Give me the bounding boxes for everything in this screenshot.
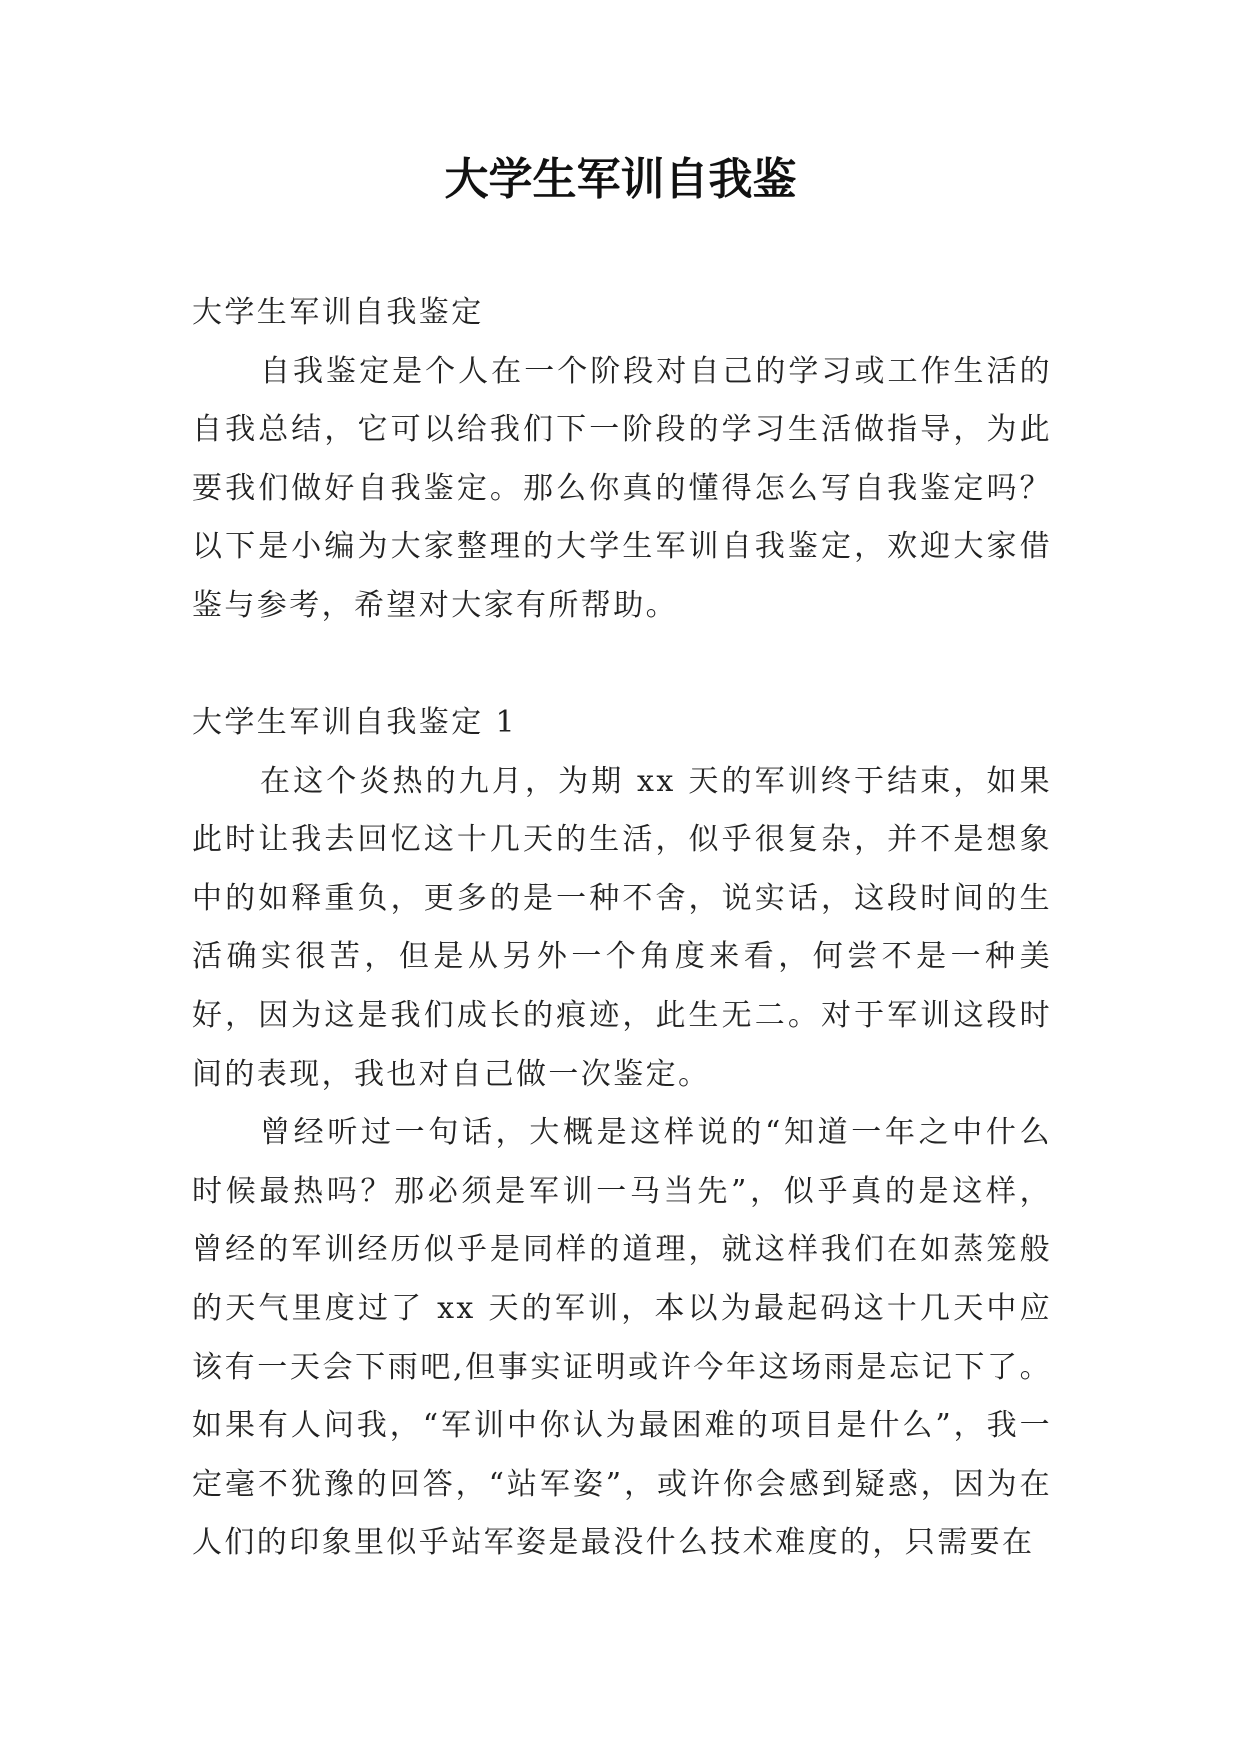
document-title: 大学生军训自我鉴 [444, 154, 797, 205]
intro-heading: 大学生军训自我鉴定 [192, 295, 484, 330]
section-1-paragraph-1: 在这个炎热的九月，为期 xx 天的军训终于结束，如果此时让我去回忆这十几天的生活，似乎很复杂，并不是想象中的如释重负，更多的是一种不舍，说实话，这段时间的生活确实很苦，但是从另外一个角度来看，何尝不是一种美好，因为这是我们成长的痕迹，此生无二。对于军训这段时间的表现，我也对自己做一次鉴定。 [192, 763, 1052, 1092]
section-1 [192, 694, 1052, 1573]
intro-section [192, 284, 1052, 636]
intro-paragraph: 自我鉴定是个人在一个阶段对自己的学习或工作生活的自我总结，它可以给我们下一阶段的学习生活做指导，为此要我们做好自我鉴定。那么你真的懂得怎么写自我鉴定吗？以下是小编为大家整理的大学生军训自我鉴定，欢迎大家借鉴与参考，希望对大家有所帮助。 [192, 353, 1052, 623]
section-1-paragraph-2: 曾经听过一句话，大概是这样说的“知道一年之中什么时候最热吗？那必须是军训一马当先”，似乎真的是这样，曾经的军训经历似乎是同样的道理，就这样我们在如蒸笼般的天气里度过了 xx 天的军训，本以为最起码这十几天中应该有一天会下雨吧,但事实证明或许今年这场雨是忘记下了。如果有人问我，“军训中你认为最困难的项目是什么”，我一定毫不犹豫的回答，“站军姿”，或许你会感到疑惑，因为在人们的印象里似乎站军姿是最没什么技术难度的，只需要在 [192, 1115, 1052, 1561]
section-1-heading: 大学生军训自我鉴定 1 [192, 705, 518, 740]
